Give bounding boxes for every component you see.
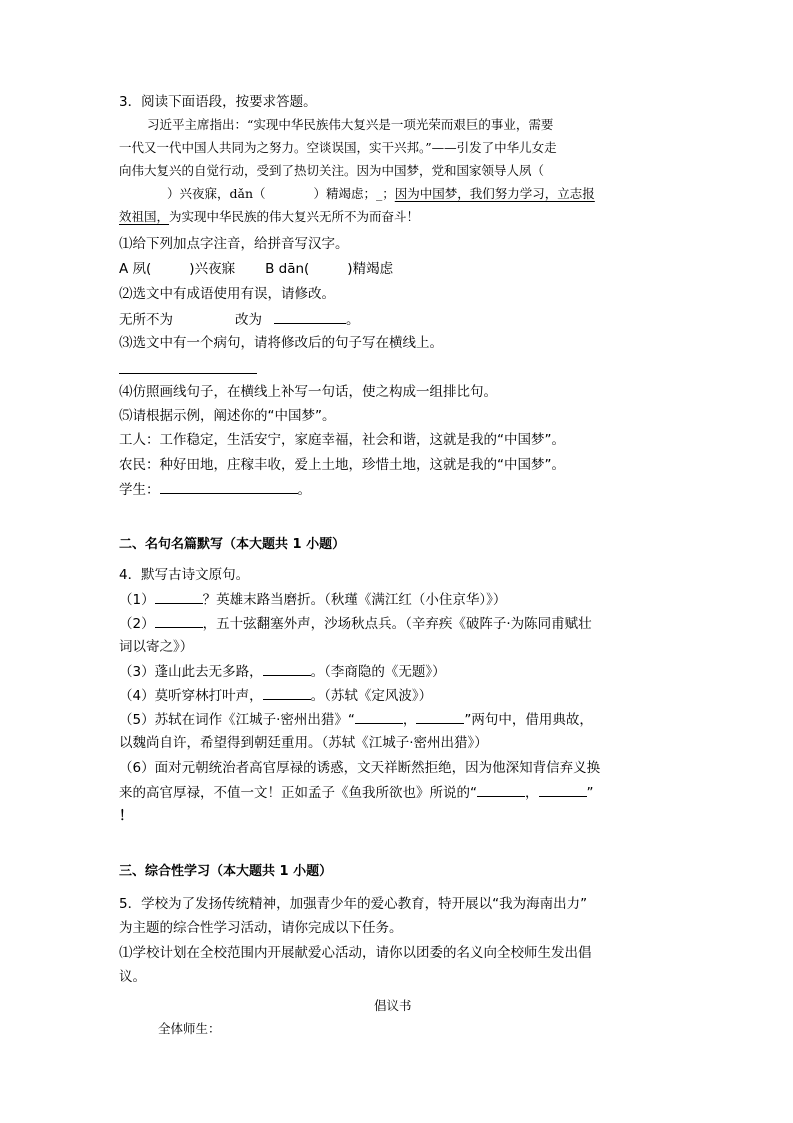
underlined-sentence: 因为中国梦，我们努力学习，立志报 bbox=[394, 186, 595, 201]
item-4-text: （4）莫听穿林打叶声， bbox=[119, 688, 263, 704]
item-2: （2） bbox=[119, 616, 155, 632]
underlined-sentence-end: 效祖国， bbox=[119, 209, 170, 224]
passage-5b: 为实现中华民族的伟大复兴无所不为而奋斗！ bbox=[169, 209, 420, 224]
student-label: 学生： bbox=[119, 482, 160, 498]
sub1-b-word: )精竭虑 bbox=[347, 261, 394, 277]
passage-line-1: 习近平主席指出：“实现中华民族伟大复兴是一项光荣而艰巨的事业，需要 bbox=[147, 117, 554, 132]
passage-line-5 bbox=[119, 208, 419, 226]
section3-heading: 三、综合性学习（本大题共 1 小题） bbox=[119, 864, 333, 879]
q3-passage bbox=[119, 116, 679, 224]
q3-sub1: ⑴给下列加点字注音，给拼音写汉字。 bbox=[119, 236, 349, 252]
q5-line-2: 为主题的综合性学习活动，请你完成以下任务。 bbox=[119, 920, 403, 936]
blank-1[interactable] bbox=[155, 589, 203, 604]
passage-line-2: 一代又一代中国人共同为之努力。空谈误国，实干兴邦。”——引发了中华儿女走 bbox=[119, 140, 557, 155]
q5-sub1-line-1: ⑴学校计划在全校范围内开展献爱心活动，请你以团委的名义向全校师生发出倡 bbox=[119, 945, 592, 961]
q3-title: 3．阅读下面语段，按要求答题。 bbox=[119, 94, 317, 110]
answer-blank[interactable] bbox=[274, 309, 346, 324]
sub1-a-word: )兴夜寐 bbox=[189, 261, 236, 277]
student-blank[interactable] bbox=[160, 479, 298, 494]
passage-4a: ）兴夜寐，dǎn（ bbox=[167, 186, 266, 201]
q3-sub2-answer bbox=[119, 309, 360, 330]
comma: ， bbox=[525, 785, 539, 801]
close-quote: ” bbox=[586, 785, 594, 801]
item-3-source: 。（李商隐的《无题》） bbox=[310, 664, 446, 680]
blank-4[interactable] bbox=[263, 685, 311, 700]
q4-line-3 bbox=[119, 661, 446, 682]
item-6-text: 来的高官厚禄，不值一文！正如孟子《鱼我所欲也》所说的“ bbox=[119, 785, 477, 801]
wrong-idiom: 无所不为 bbox=[119, 312, 173, 328]
period: 。 bbox=[297, 482, 311, 498]
blank-6b[interactable] bbox=[539, 782, 587, 797]
item-4-source: 。（苏轼《定风波》） bbox=[310, 688, 433, 704]
sub1-b-label: B dān( bbox=[265, 261, 310, 277]
item-1: （1） bbox=[119, 592, 155, 608]
blank-5a[interactable] bbox=[355, 709, 403, 724]
passage-line-4 bbox=[119, 185, 595, 203]
q4-line-6c: ！ bbox=[119, 808, 133, 824]
q5-line-1: 5．学校为了发扬传统精神，加强青少年的爱心教育，特开展以“我为海南出力” bbox=[119, 896, 588, 912]
blank-5b[interactable] bbox=[416, 709, 464, 724]
item-2-text: ，五十弦翻塞外声，沙场秋点兵。（辛弃疾《破阵子·为陈同甫赋壮 bbox=[202, 616, 592, 632]
q4-line-6: （6）面对元朝统治者高官厚禄的诱惑，文天祥断然拒绝，因为他深知背信弃义换 bbox=[119, 760, 601, 776]
q4-line-5b: 以魏尚自许，希望得到朝廷重用。（苏轼《江城子·密州出猎》） bbox=[119, 735, 488, 751]
q4-line-4 bbox=[119, 685, 432, 706]
section2-heading: 二、名句名篇默写（本大题共 1 小题） bbox=[119, 537, 346, 552]
q3-sub4: ⑷仿照画线句子，在横线上补写一句话，使之构成一组排比句。 bbox=[119, 384, 497, 400]
q3-sub3: ⑶选文中有一个病句，请将修改后的句子写在横线上。 bbox=[119, 335, 443, 351]
proposal-title: 倡议书 bbox=[374, 998, 412, 1013]
q4-line-6b bbox=[119, 782, 594, 803]
q4-line-1 bbox=[119, 589, 506, 610]
student-line bbox=[119, 479, 311, 500]
blank-3[interactable] bbox=[263, 661, 311, 676]
item-3-text: （3）蓬山此去无多路， bbox=[119, 664, 263, 680]
blank-6a[interactable] bbox=[477, 782, 525, 797]
change-to: 改为 bbox=[235, 312, 262, 328]
q4-line-5 bbox=[119, 709, 593, 730]
q5-sub1-line-2: 议。 bbox=[119, 969, 146, 985]
q4-title: 4．默写古诗文原句。 bbox=[119, 567, 250, 583]
item-1-text: ？英雄末路当磨折。（秋瑾《满江红（小住京华）》） bbox=[202, 592, 507, 608]
q3-sub2: ⑵选文中有成语使用有误，请修改。 bbox=[119, 286, 335, 302]
sub1-a-label: A 夙( bbox=[119, 261, 152, 277]
farmer-example: 农民：种好田地，庄稼丰收，爱上土地，珍惜土地，这就是我的“中国梦”。 bbox=[119, 457, 565, 473]
q3-sub5: ⑸请根据示例，阐述你的“中国梦”。 bbox=[119, 408, 336, 424]
comma: ， bbox=[402, 712, 417, 728]
passage-line-3: 向伟大复兴的自觉行动，受到了热切关注。因为中国梦，党和国家领导人夙（ bbox=[119, 163, 545, 178]
period: 。 bbox=[346, 312, 360, 328]
salutation: 全体师生： bbox=[158, 1021, 221, 1036]
sub3-answer-line[interactable] bbox=[119, 373, 257, 374]
item-5-text-2: ”两句中，借用典故， bbox=[464, 712, 593, 728]
q4-line-2b: 词以寄之》） bbox=[119, 639, 194, 655]
blank-2[interactable] bbox=[155, 613, 203, 628]
q4-line-2 bbox=[119, 613, 592, 634]
passage-4b: ）精竭虑；_； bbox=[313, 186, 395, 201]
q3-sub1-items bbox=[119, 259, 393, 279]
worker-example: 工人：工作稳定，生活安宁，家庭幸福，社会和谐，这就是我的“中国梦”。 bbox=[119, 432, 565, 448]
item-5-text: （5）苏轼在词作《江城子·密州出猎》“ bbox=[119, 712, 355, 728]
